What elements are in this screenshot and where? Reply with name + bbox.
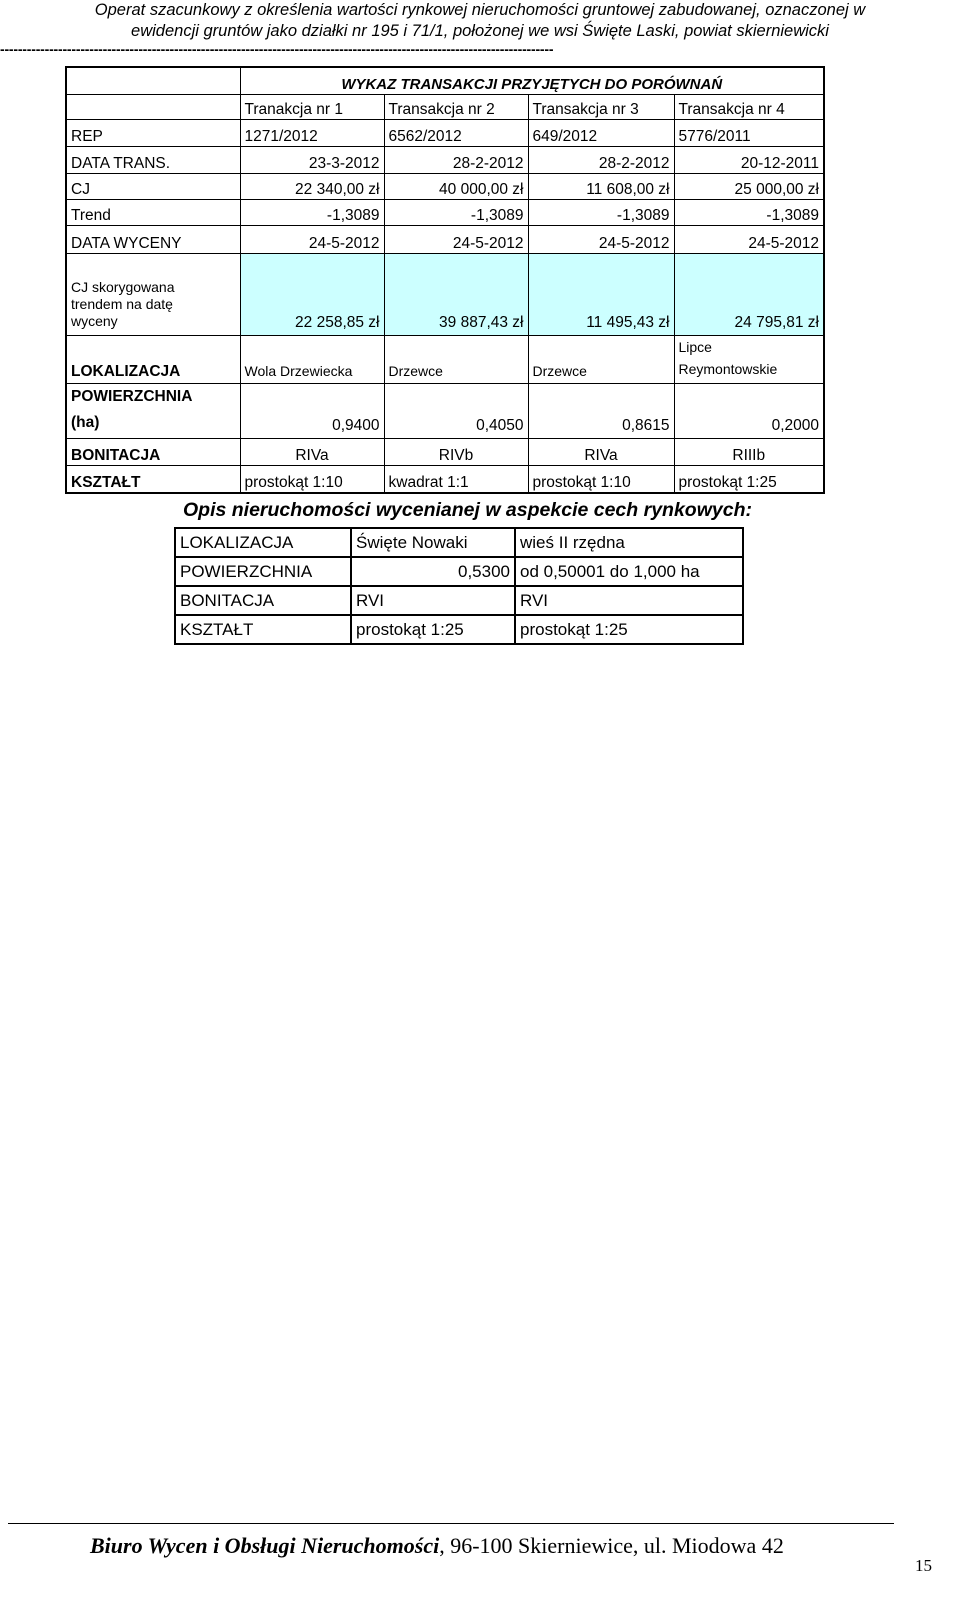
column-header: Transakcja nr 3 [528,94,674,119]
table-cell: 1271/2012 [240,119,384,146]
table-cell: kwadrat 1:1 [384,465,528,493]
table-cell: Święte Nowaki [351,528,515,557]
table-row [175,528,743,557]
table-cell: RIVb [384,438,528,465]
table-cell: RIIIb [674,438,824,465]
table-cell: Drzewce [528,335,674,383]
table-row [66,253,824,335]
table-row [66,199,824,225]
table-cell: 0,4050 [384,383,528,438]
table-cell: 11 495,43 zł [528,253,674,335]
table-cell: 11 608,00 zł [528,173,674,199]
table-cell: -1,3089 [240,199,384,225]
table-cell: prostokąt 1:10 [528,465,674,493]
table-cell: Wola Drzewiecka [240,335,384,383]
table-cell: -1,3089 [674,199,824,225]
header-line-1: Operat szacunkowy z określenia wartości rynkowej nieruchomości gruntowej zabudowanej, oznaczonej w [94,1,866,19]
header-dash-rule: ---------------------------------------------------------------------------------------------------------------------------- [0,42,554,56]
table-row [66,146,824,173]
table-row [66,119,824,146]
table-cell: wieś II rzędna [515,528,743,557]
row-label: REP [66,119,240,146]
row-label: Trend [66,199,240,225]
table-cell: 22 340,00 zł [240,173,384,199]
table-row [66,335,824,383]
table-cell: 24-5-2012 [674,225,824,253]
description-title: Opis nieruchomości wycenianej w aspekcie cech rynkowych: [183,499,752,521]
table-cell: 20-12-2011 [674,146,824,173]
table-row [175,586,743,615]
footer [90,1533,784,1559]
row-label: LOKALIZACJA [66,335,240,383]
row-label: KSZTAŁT [66,465,240,493]
cell-line: Lipce [678,338,712,355]
table-cell: 39 887,43 zł [384,253,528,335]
comparison-table-title: WYKAZ TRANSAKCJI PRZYJĘTYCH DO PORÓWNAŃ [240,67,824,94]
row-label-line: CJ skorygowana [71,278,175,295]
table-cell: RVI [515,586,743,615]
footer-divider [8,1523,894,1524]
table-cell: 6562/2012 [384,119,528,146]
table-cell: od 0,50001 do 1,000 ha [515,557,743,586]
table-row [66,94,824,119]
table-row [66,383,824,438]
table-cell: 28-2-2012 [528,146,674,173]
footer-firm-name: Biuro Wycen i Obsługi Nieruchomości [90,1533,440,1558]
row-label [66,383,240,438]
table-cell: -1,3089 [384,199,528,225]
table-cell: 0,9400 [240,383,384,438]
table-cell: 0,5300 [351,557,515,586]
row-label: BONITACJA [66,438,240,465]
table-cell: 24 795,81 zł [674,253,824,335]
table-cell: 24-5-2012 [240,225,384,253]
table-cell: prostokąt 1:10 [240,465,384,493]
row-label: KSZTAŁT [175,615,351,644]
table-row [66,225,824,253]
table-cell: RVI [351,586,515,615]
row-label: DATA TRANS. [66,146,240,173]
table-cell: prostokąt 1:25 [515,615,743,644]
table-row [66,173,824,199]
table-cell: 649/2012 [528,119,674,146]
document-header [0,0,960,56]
table-cell: RIVa [240,438,384,465]
table-cell: 22 258,85 zł [240,253,384,335]
table-cell: 23-3-2012 [240,146,384,173]
table-cell: 24-5-2012 [528,225,674,253]
table-cell [674,335,824,383]
table-cell: 24-5-2012 [384,225,528,253]
table-cell: 0,2000 [674,383,824,438]
table-cell: prostokąt 1:25 [351,615,515,644]
row-label: POWIERZCHNIA [175,557,351,586]
row-label: LOKALIZACJA [175,528,351,557]
page-number: 15 [915,1556,932,1575]
table-row [66,465,824,493]
table-cell: 28-2-2012 [384,146,528,173]
row-label-line: wyceny [71,312,118,329]
row-label: CJ [66,173,240,199]
row-label-line: POWIERZCHNIA [71,387,193,405]
comparison-table [65,66,825,494]
row-label-line: (ha) [71,413,100,431]
subject-property-table [174,527,744,645]
table-cell: prostokąt 1:25 [674,465,824,493]
cell-line: Reymontowskie [678,360,778,377]
row-label [66,253,240,335]
table-cell: 0,8615 [528,383,674,438]
column-header: Transakcja nr 2 [384,94,528,119]
footer-address: , 96-100 Skierniewice, ul. Miodowa 42 [439,1533,784,1558]
row-label-line: trendem na datę [71,295,173,312]
header-line-2: ewidencji gruntów jako działki nr 195 i 71/1, położonej we wsi Święte Laski, powiat skierniewicki [131,22,829,40]
row-label: BONITACJA [175,586,351,615]
table-cell: -1,3089 [528,199,674,225]
column-header: Transakcja nr 4 [674,94,824,119]
table-cell: Drzewce [384,335,528,383]
table-row [175,557,743,586]
table-row [66,438,824,465]
table-cell: 25 000,00 zł [674,173,824,199]
column-header: Tranakcja nr 1 [240,94,384,119]
table-row [175,615,743,644]
table-cell: 40 000,00 zł [384,173,528,199]
table-cell: 5776/2011 [674,119,824,146]
table-cell: RIVa [528,438,674,465]
row-label: DATA WYCENY [66,225,240,253]
